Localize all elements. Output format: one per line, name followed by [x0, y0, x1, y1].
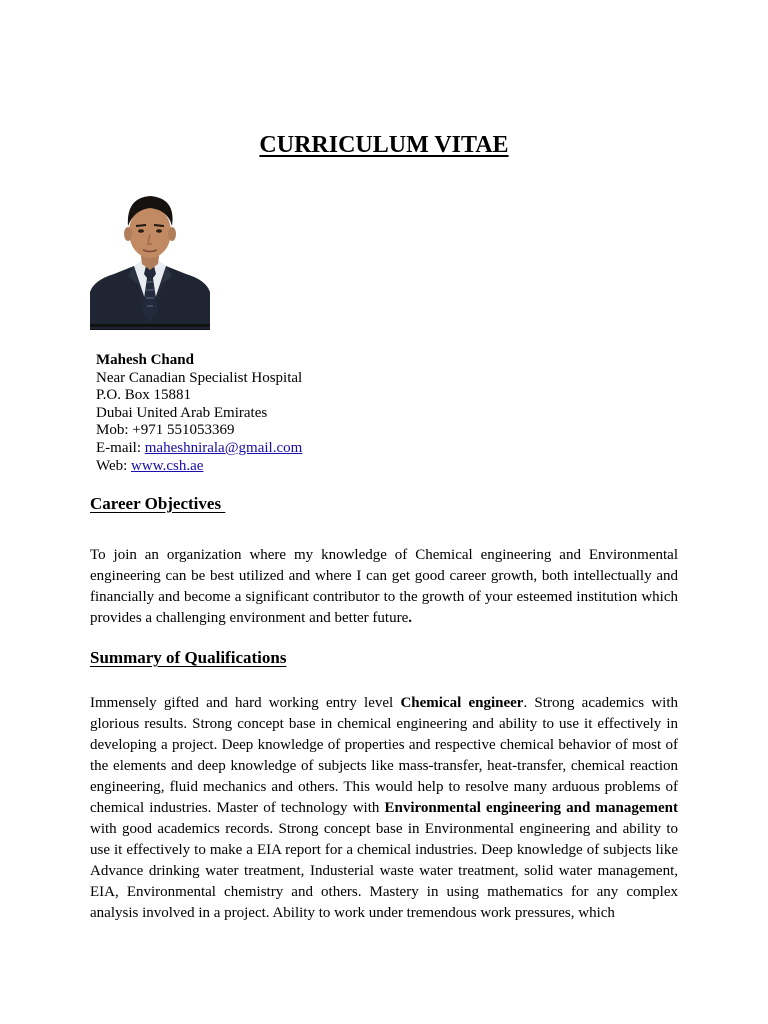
summary-bold-2: Environmental engineering and management: [384, 800, 678, 816]
career-objectives-text: [90, 545, 678, 629]
career-objectives-heading: Career Objectives: [90, 494, 226, 513]
career-text: To join an organization where my knowledge of Chemical engineering and Environmental engineering can be best utilized and where I can get good career growth, both intellectually and financially and become a significant contributor to the growth of your esteemed institution which provides a challenging environment and better future: [90, 547, 678, 626]
city-country: Dubai United Arab Emirates: [96, 404, 268, 421]
summary-part-1: Immensely gifted and hard working entry level: [90, 695, 401, 711]
summary-heading: Summary of Qualifications: [90, 648, 287, 667]
career-text-end: .: [408, 610, 412, 626]
po-box: P.O. Box 15881: [96, 387, 192, 404]
summary-text: [90, 693, 678, 924]
website-link[interactable]: www.csh.ae: [131, 457, 204, 474]
email-label: E-mail:: [96, 439, 145, 456]
profile-photo: [90, 186, 210, 330]
summary-bold-1: Chemical engineer: [400, 695, 524, 711]
contact-name: Mahesh Chand: [96, 352, 194, 368]
document-title: CURRICULUM VITAE: [259, 132, 509, 158]
person-portrait-icon: [90, 186, 210, 330]
summary-part-3: with good academics records. Strong concept base in Environmental engineering and ability to use it effectively to make a EIA report for a chemical industries. Deep knowledge of subjects like Advance drinking water treatment, Industerial waste water treatment, solid water management, EIA, Environmental chemistry and others. Mastery in using mathematics for any complex analysis involved in a project. Ability to work under tremendous work pressures, which: [90, 821, 678, 921]
mobile-number: Mob: +971 551053369: [96, 422, 235, 439]
address-line: Near Canadian Specialist Hospital: [96, 369, 303, 386]
email-link[interactable]: maheshnirala@gmail.com: [144, 439, 303, 456]
email-row: [96, 440, 302, 458]
summary-part-2: . Strong academics with glorious results. Strong concept base in chemical engineering and ability to use it effectively in developing a project. Deep knowledge of properties and respective chemical behavior of most of the elements and deep knowledge of subjects like mass-transfer, heat-transfer, chemical reaction engineering, fluid mechanics and others. This would help to resolve many arduous problems of chemical industries. Master of technology with: [90, 695, 678, 816]
web-label: Web:: [96, 457, 132, 474]
web-row: [96, 458, 302, 476]
contact-block: [96, 352, 302, 475]
